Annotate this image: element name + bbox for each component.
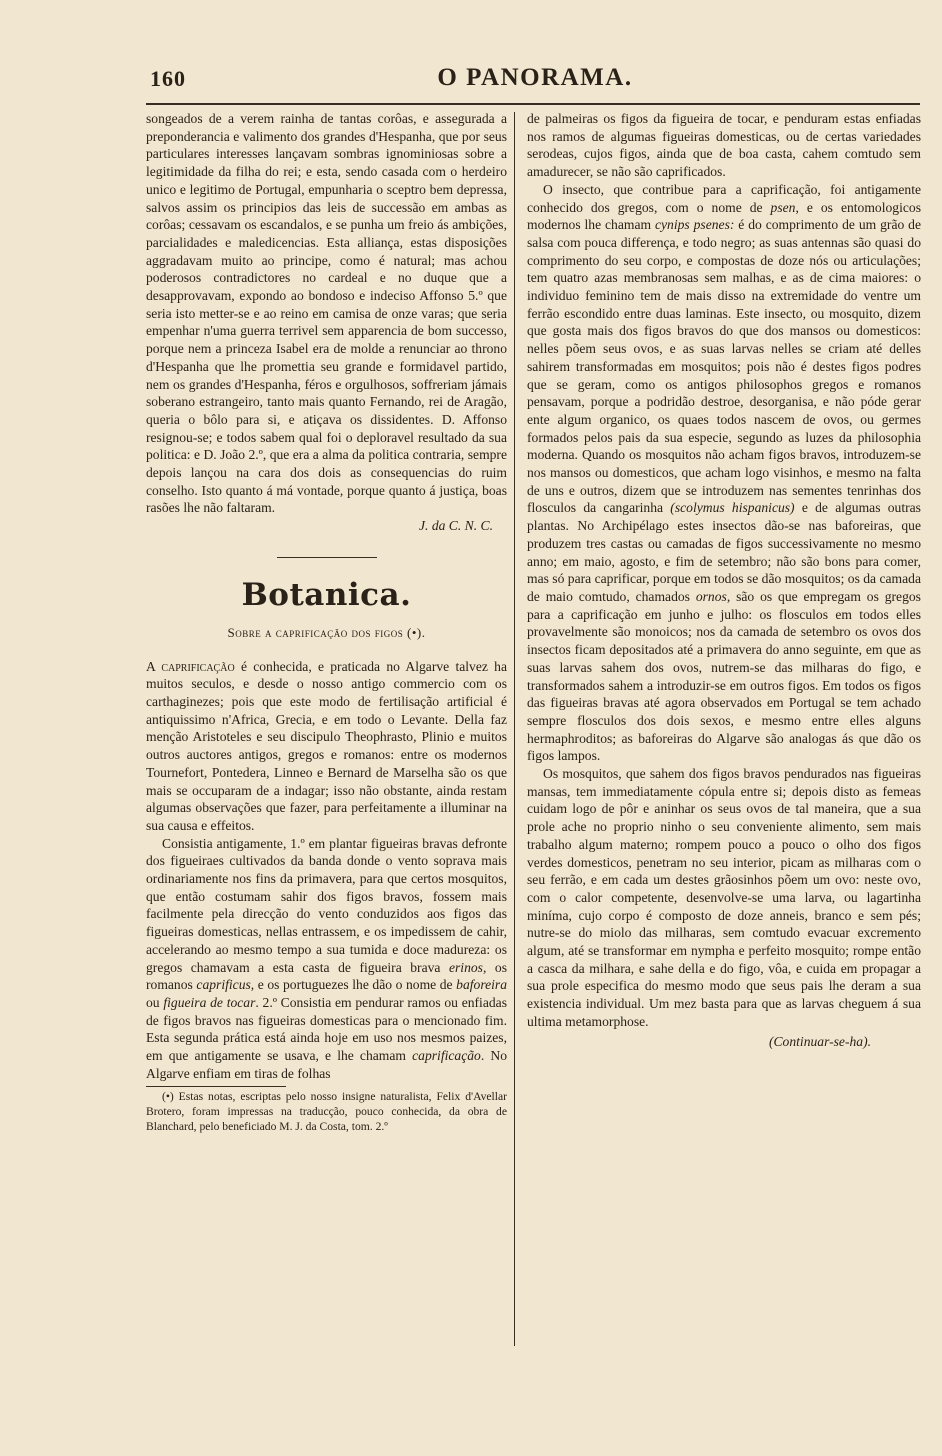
continuation-note: (Continuar-se-ha). [768, 1033, 871, 1049]
mosquito-paragraph: Os mosquitos, que sahem dos figos bravos pendurados nas figueiras mansas, tem immediatamente cópula entre si; depois disto as femeas cuidam logo de pôr e aninhar os seus ovos de tal maneira, que a sua prole ache no proprio ninho o seu conveniente alimento, sem mais trabalho algum materno; rompem pouco a pouco o olho dos figos verdes domesticos, penetram no seu interior, picam as milharas com o seu ferrão, e em cada um destes grãosinhos põem um ovo: neste ovo, com o calor competente, desenvolve-se uma larva, ou lagartinha miníma, cujo corpo é composto de doze anneis, branco e sem pés; nutre-se do miolo das milharas, sem comtudo evacuar excremento algum, até se transformar em nympha e perfeito mosquito; rompe então a casca da milhara, e sahe della e do figo, vôa, e cuida em propagar a sua prole especifica do mesmo modo que seus pais lhe deram a sua existencia individual. Um mez basta para que as larvas cheguem á sua ultima metamorphose. [527, 766, 921, 1029]
text-run: , e os entomologicos modernos lhe chamam [527, 199, 921, 233]
term-caprificacao: caprificação [412, 1048, 481, 1064]
column-divider [514, 112, 515, 1346]
section-title: Botanica. [241, 576, 412, 613]
paragraph-lead: A caprificação [146, 658, 235, 674]
term-ornos: ornos [695, 588, 727, 604]
text-run: é do comprimento de um grão de salsa com pouca differença, e todo negro; as suas antennas são quasi do comprimento do seu corpo, e compostas de doze nós ou articulações; tem quatro azas membranosas sem malhas, e as de cima maiores: o individuo feminino tem de mais disso na extremidade do ventre um ferrão escondido entre duas laminas. Este insecto, ou mosquito, dizem que gosta mais dos figos bravos do que dos mansos ou domesticos: nelles põem seus ovos, e as suas larvas nelles se criam até delles sahirem transformadas em mosquitos; pois não é destes figos podres que se geram, como os antigos philosophos gregos e romanos pensavam, porque a podridão destroe, desorganisa, e não póde gerar ente algum organico, os quaes todos nascem de ovos, ou germes formados pelos pais da sua especie, segundo as luzes da philosophia moderna. Quando os mosquitos não acham figos bravos, introduzem-se nos mansos ou domesticos, que acham logo visinhos, e mesmo na falta de uns e outros, dizem que se introduzem nas sementes tenrinhas dos flosculos da cangarinha [527, 217, 921, 516]
text-run: Consistia antigamente, 1.º em plantar figueiras bravas defronte dos figueiraes cultivados da banda donde o vento soprava mais ordinariamente nos fins da primavera, para que certos mosquitos, que então costumam sahir dos figos bravos, fossem mais facilmente pela direcção do vento conduzidos aos figos das figueiras domesticas, nellas entrassem, e os impedissem de cahir, accelerando ao mesmo tempo a sua tumida e doce madureza: os gregos chamavam a esta casta de figueira brava [146, 835, 507, 975]
text-run: , os romanos [146, 959, 507, 993]
term-scolymus: (scolymus hispanicus) [670, 500, 795, 516]
section-separator [277, 557, 377, 558]
left-column [146, 110, 507, 1134]
continuation-paragraph: de palmeiras os figos da figueira de tocar, e penduram estas enfiadas nos ramos de algumas figueiras domesticas, ou de certas variedades serodeas, cujos figos, ainda que de boa casta, cahem comtudo sem amadurecer, se não são caprificados. [527, 111, 921, 180]
header-rule [146, 103, 920, 105]
footnote-marker: (•). [407, 624, 426, 640]
term-figueira-de-tocar: figueira de tocar [163, 994, 256, 1010]
insect-paragraph [527, 181, 921, 765]
footnote: (•) Estas notas, escriptas pelo nosso insigne naturalista, Felix d'Avellar Brotero, foram impressas na traducção, pouco conhecida, da obra de Blanchard, pelo beneficiado M. J. da Costa, tom. 2.º [146, 1090, 507, 1134]
text-run: . 2.º Consistia em pendurar ramos ou enfiadas de figos bravos nas figueiras domesticas para o mencionado fim. Esta segunda prática está ainda hoje em uso nos mesmos paizes, em que antigamente se usava, e lhe chamam [146, 994, 507, 1064]
subtitle-text: Sobre a caprificação dos figos [227, 624, 404, 640]
text-run: , são os que empregam os gregos para a caprificação em junho e julho: os flosculos em todos elles provavelmente são monoicos; nos da camada de setembro os ovos dos insectos ficam depositados até a primavera do anno seguinte, em que as suas larvas sahem dos ovos, nutrem-se das milharas do figo, e transformados sahem a introduzir-se em outros figos. Em todos os figos das figueiras bravas até agora observados em Portugal se tem achado sempre flosculos dos dois sexos, e mesmo entre elles alguns hermaphroditos; as baforeiras do Algarve são analogas ás que dão os figos lampos. [527, 588, 921, 764]
text-run: ou [146, 994, 160, 1010]
page-number: 160 [150, 66, 186, 91]
term-caprificus: caprificus [196, 977, 251, 993]
text-run: , e os portuguezes lhe dão o nome de [250, 977, 453, 993]
term-psen: psen [770, 199, 796, 215]
text-run: . No Algarve enfiam em tiras de folhas [146, 1048, 507, 1081]
footnote-rule [146, 1086, 286, 1087]
text-run: e de algumas outras plantas. No Archipélago estes insectos dão-se nas baforeiras, que produzem tres castas ou camadas de figos successivamente no mesmo anno; em maio, agosto, e fim de setembro; não são bons para comer, mas só para caprificar, porque em todos se dão mosquitos; os da camada de maio comtudo, chamados [527, 500, 921, 604]
publication-title: O PANORAMA. [437, 64, 633, 91]
term-baforeira: baforeira [456, 977, 508, 993]
paragraph-text: é conhecida, e praticada no Algarve talvez ha muitos seculos, e desde o nosso antigo commercio com os carthaginezes; pois que este modo de fertilisação artificial é antiquissimo n'Africa, Grecia, e em todo o Levante. Della faz menção Aristoteles e seu discipulo Theophrasto, Plinio e muitos outros auctores antigos, gregos e romanos: entre os modernos Tournefort, Pontedera, Linneo e Bernard de Marselha são os que mais se occuparam de a indagar; isso não obstante, ainda restam algumas observações que fazer, para perfeitamente a illuminar na sua causa e effeitos. [146, 658, 507, 833]
term-cynips-psenes: cynips psenes: [654, 217, 735, 233]
right-column [527, 110, 921, 1050]
caprification-method-paragraph [146, 835, 507, 1083]
text-run: O insecto, que contribue para a caprificação, foi antigamente conhecido dos gregos, com o nome de [527, 181, 921, 215]
author-signature: J. da C. N. C. [418, 518, 493, 534]
term-erinos: erinos [448, 959, 483, 975]
article-subtitle [146, 624, 507, 642]
caprification-intro-paragraph [146, 658, 507, 835]
history-paragraph: songeados de a verem rainha de tantas corôas, e assegurada a preponderancia e valimento dos grandes d'Hespanha, que por seus particulares interesses lançavam sombras ignominiosas sobre a legitimidade da filha do rei; e esta, sendo casada com o herdeiro unico e legitimo de Portugal, empunharia o sceptro bem depressa, salvos assim os principios das leis de successão em ambas as corôas; cessavam os escandalos, e se punha um freio ás ambições, parcialidades e maledicencias. Esta alliança, estas disposições aggradavam muito ao principe, como é natural; mas achou poderosos contradictores no cardeal e no duque que a desapprovavam, expondo ao bondoso e indeciso Affonso 5.º que seria isto metter-se e ao reino em camisa de onze varas; que seria empenhar n'uma guerra terrivel sem apparencia de bom successo, porque nem a princeza Isabel era de molde a renunciar ao throno d'Hespanha que lhe promettia seu grande e formidavel partido, nem os grandes d'Hespanha, féros e orgulhosos, soffreriam jámais soberano estrangeiro, tanto mais quanto Fernando, rei de Aragão, queria o bôlo para si, e atiçava os dissidentes. D. Affonso resignou-se; e todos sabem qual foi o deploravel resultado da sua politica: e D. João 2.º, que era a alma da politica contraria, sempre depois lançou na cara dos dois as consequencias do ruim conselho. Isto quanto á má vontade, porque quanto á justiça, boas rasões lhe não faltaram. [146, 111, 507, 516]
